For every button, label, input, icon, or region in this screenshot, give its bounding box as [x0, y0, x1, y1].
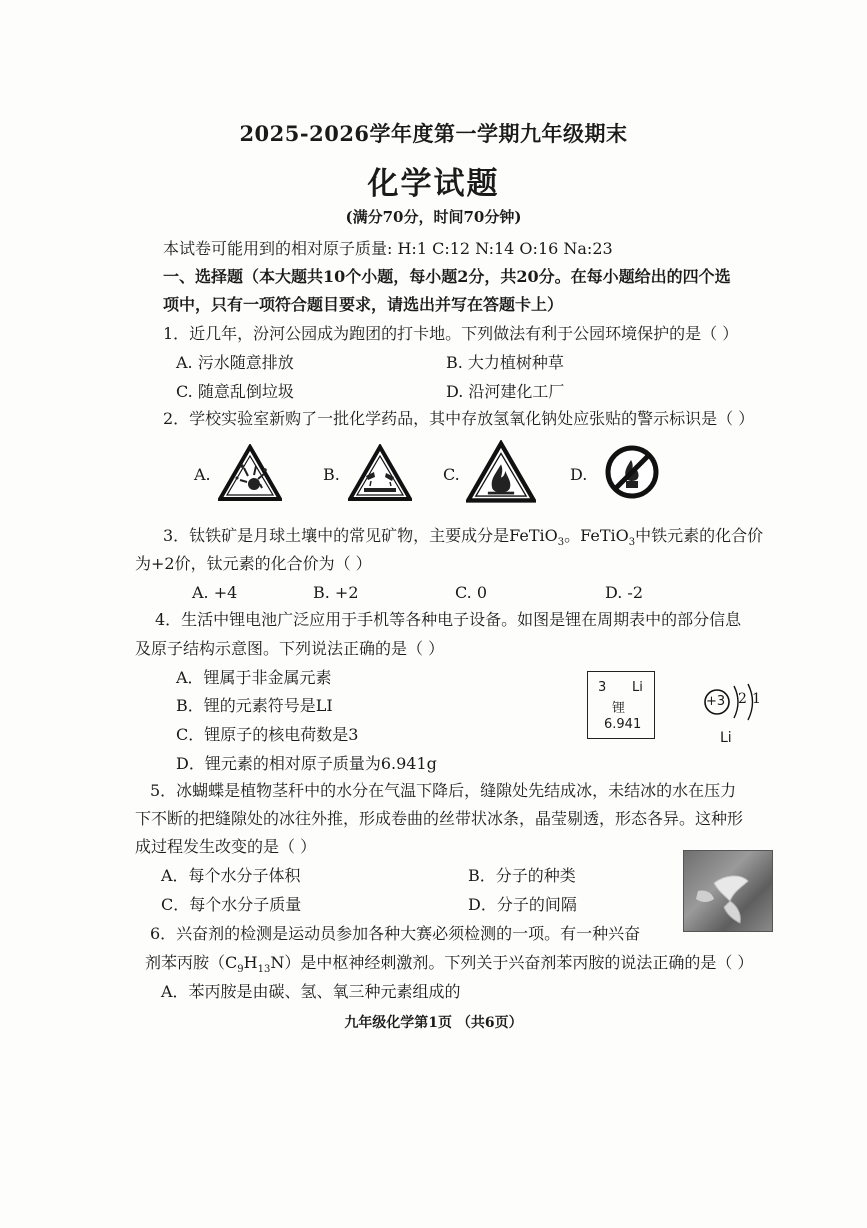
page-footer: 九年级化学第1页 （共6页）: [344, 1015, 523, 1031]
q4-option-a: A．锂属于非金属元素: [176, 668, 332, 687]
q5-stem-line3: 成过程发生改变的是（ ）: [135, 837, 317, 856]
atomic-masses: 本试卷可能用到的相对原子质量: H:1 C:12 N:14 O:16 Na:23: [163, 239, 613, 258]
exam-term-title: 2025-2026学年度第一学期九年级期末: [239, 121, 628, 146]
q6-stem-line1: 6．兴奋剂的检测是运动员参加各种大赛必须检测的一项。有一种兴奋: [150, 924, 641, 943]
exam-subject-title: 化学试题: [367, 166, 500, 202]
section1-heading-line2: 项中，只有一项符合题目要求，请选出并写在答题卡上）: [163, 295, 564, 314]
q3-option-b: B. +2: [313, 583, 359, 602]
q5-option-c: C．每个水分子质量: [161, 895, 302, 914]
q5-option-d: D．分子的间隔: [468, 895, 577, 914]
first-shell-electrons: 2: [738, 691, 747, 707]
q4-stem-line2: 及原子结构示意图。下列说法正确的是（ ）: [135, 639, 445, 658]
q1-option-a: A. 污水随意排放: [176, 353, 294, 372]
q2-stem: 2．学校实验室新购了一批化学药品，其中存放氢氧化钠处应张贴的警示标识是（ ）: [163, 409, 755, 428]
corrosive-sign-icon: [348, 444, 412, 502]
q5-stem-line1: 5．冰蝴蝶是植物茎秆中的水分在气温下降后，缝隙处先结成冰，未结冰的水在压力: [150, 781, 737, 800]
nucleus-charge: +3: [706, 694, 726, 709]
q2-option-d: D.: [570, 465, 588, 484]
q1-option-b: B. 大力植树种草: [446, 353, 564, 372]
q6-stem-line2: 剂苯丙胺$(C_9H_{13}N)$是中枢神经刺激剂。下列关于兴奋剂苯丙胺的说法正确的是（ ）: [145, 953, 754, 976]
element-symbol: Li: [632, 680, 643, 695]
second-shell-electrons: 1: [752, 691, 761, 707]
element-name: 锂: [612, 701, 626, 716]
atom-label: Li: [720, 730, 732, 746]
q4-option-c: C．锂原子的核电荷数是3: [176, 725, 359, 744]
q5-option-a: A．每个水分子体积: [161, 866, 301, 885]
q2-option-a: A.: [194, 465, 211, 484]
flammable-sign-icon: [466, 440, 536, 504]
explosive-sign-icon: [218, 444, 282, 502]
atomic-mass: 6.941: [604, 717, 642, 732]
q3-option-d: D. -2: [605, 583, 644, 602]
q3-stem-line2: 为+2价，钛元素的化合价为（ ）: [135, 554, 372, 573]
q6-option-a: A．苯丙胺是由碳、氢、氧三种元素组成的: [161, 982, 461, 1001]
section1-heading-line1: 一、选择题（本大题共10个小题，每小题2分，共20分。在每小题给出的四个选: [163, 267, 731, 286]
q1-option-d: D. 沿河建化工厂: [446, 382, 565, 401]
q5-stem-line2: 下不断的把缝隙处的冰往外推，形成卷曲的丝带状冰条，晶莹剔透，形态各异。这种形: [135, 809, 744, 828]
periodic-table-cell: [587, 671, 655, 739]
q4-option-b: B．锂的元素符号是LI: [176, 696, 333, 715]
q3-stem-line1: 3．钛铁矿是月球土壤中的常见矿物，主要成分是FeTiO$_3$。FeTiO$_3$中铁元素的化合价: [163, 526, 764, 549]
q1-stem: 1．近几年，汾河公园成为跑团的打卡地。下列做法有利于公园环境保护的是（ ）: [163, 324, 739, 343]
q3-option-a: A. +4: [192, 583, 238, 602]
atomic-number: 3: [598, 680, 607, 695]
q3-option-c: C. 0: [455, 583, 488, 602]
q2-option-b: B.: [323, 465, 340, 484]
ice-butterfly-photo: [683, 850, 773, 932]
q2-option-c: C.: [443, 465, 460, 484]
q4-stem-line1: 4．生活中锂电池广泛应用于手机等各种电子设备。如图是锂在周期表中的部分信息: [155, 610, 742, 629]
exam-score-time: (满分70分，时间70分钟): [345, 208, 522, 226]
q1-option-c: C. 随意乱倒垃圾: [176, 382, 294, 401]
q5-option-b: B．分子的种类: [468, 866, 576, 885]
q4-option-d: D．锂元素的相对原子质量为6.941g: [176, 754, 437, 773]
no-fire-sign-icon: [604, 444, 660, 500]
